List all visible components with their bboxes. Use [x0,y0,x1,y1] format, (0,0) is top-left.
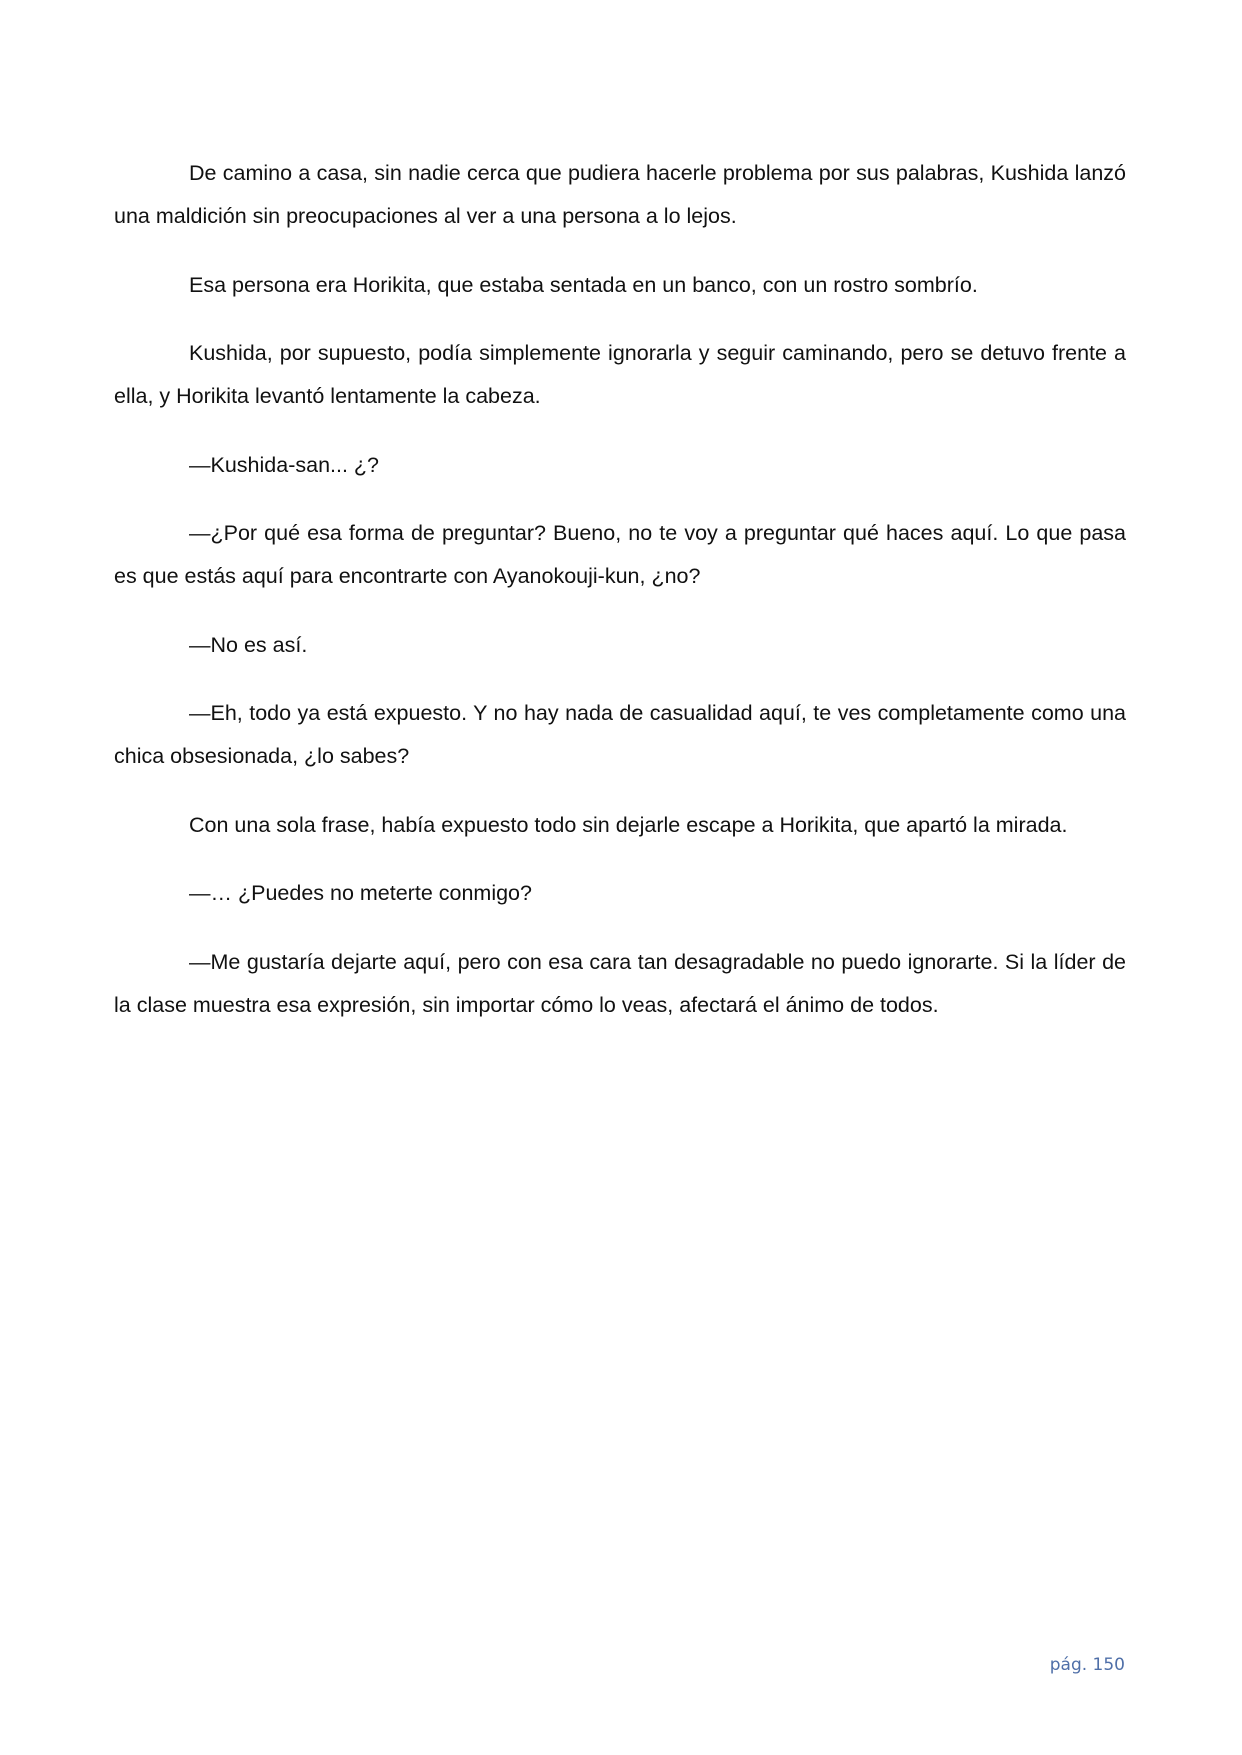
paragraph: Kushida, por supuesto, podía simplemente ignorarla y seguir caminando, pero se detuvo frente a ella, y Horikita levantó lentamente la cabeza. [114,341,1126,408]
page-number: pág. 150 [1049,1655,1125,1675]
dialogue-line: —¿Por qué esa forma de preguntar? Bueno, no te voy a preguntar qué haces aquí. Lo que pasa es que estás aquí para encontrarte con Ayanokouji-kun, ¿no? [114,521,1126,588]
dialogue-line: —Kushida-san... ¿? [189,452,380,477]
paragraph: Esa persona era Horikita, que estaba sentada en un banco, con un rostro sombrío. [189,272,978,297]
paragraph: Con una sola frase, había expuesto todo sin dejarle escape a Horikita, que apartó la mirada. [189,812,1068,837]
dialogue-line: —Eh, todo ya está expuesto. Y no hay nada de casualidad aquí, te ves completamente como una chica obsesionada, ¿lo sabes? [114,701,1126,768]
dialogue-line: —Me gustaría dejarte aquí, pero con esa cara tan desagradable no puedo ignorarte. Si la líder de la clase muestra esa expresión, sin importar cómo lo veas, afectará el ánimo de todos. [114,949,1126,1017]
paragraph: De camino a casa, sin nadie cerca que pudiera hacerle problema por sus palabras, Kushida lanzó una maldición sin preocupaciones al ver a una persona a lo lejos. [114,161,1126,228]
dialogue-line: —… ¿Puedes no meterte conmigo? [189,881,532,905]
dialogue-line: —No es así. [189,632,308,657]
body-text [114,152,1126,1052]
